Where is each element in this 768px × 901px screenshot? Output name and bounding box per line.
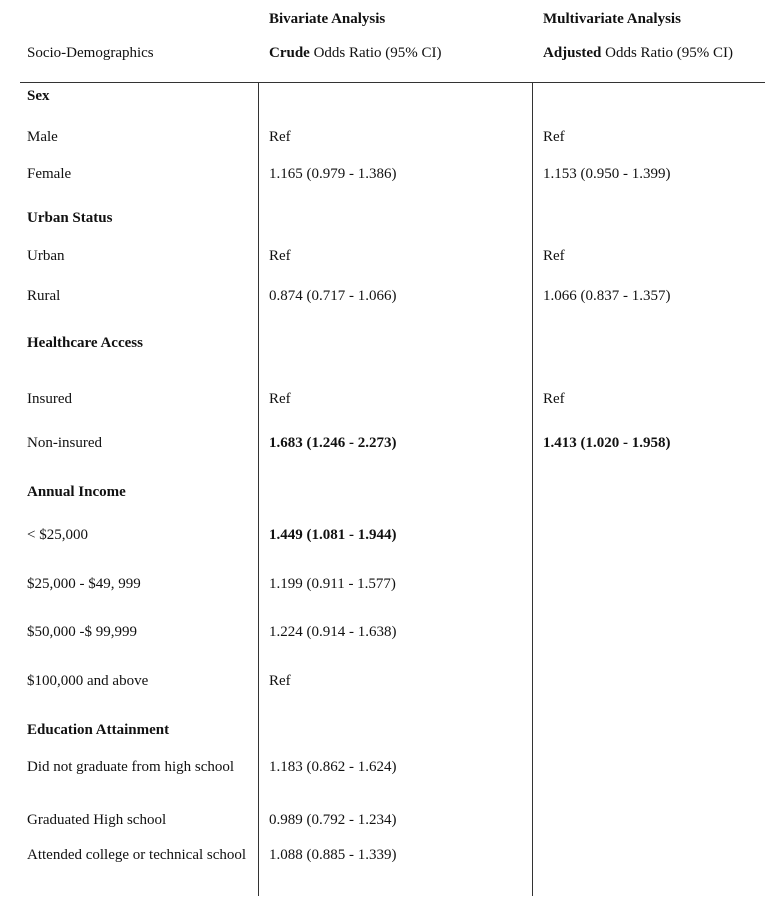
header-crude-odds-ratio [269, 44, 442, 63]
row-label: < $25,000 [27, 527, 88, 543]
row-multivariate-value: 1.153 (0.950 - 1.399) [543, 166, 671, 182]
row-label: Did not graduate from high school [27, 759, 235, 775]
header-adjusted-bold: Adjusted [543, 45, 602, 61]
column-divider-2 [532, 82, 533, 896]
row-bivariate-value: 1.224 (0.914 - 1.638) [269, 624, 397, 640]
row-multivariate-value: Ref [543, 129, 565, 145]
header-socio-demographics: Socio-Demographics [27, 45, 154, 61]
row-label: $50,000 -$ 99,999 [27, 624, 137, 640]
row-bivariate-value: Ref [269, 129, 291, 145]
row-multivariate-value: Ref [543, 391, 565, 407]
row-bivariate-value: 1.199 (0.911 - 1.577) [269, 576, 396, 592]
row-bivariate-value: Ref [269, 391, 291, 407]
row-label: $25,000 - $49, 999 [27, 576, 141, 592]
header-crude-bold: Crude [269, 45, 310, 61]
row-multivariate-value: 1.066 (0.837 - 1.357) [543, 288, 671, 304]
row-bivariate-value: 1.088 (0.885 - 1.339) [269, 847, 397, 863]
row-bivariate-value: 1.449 (1.081 - 1.944) [269, 527, 397, 543]
row-label: Insured [27, 391, 72, 407]
row-label: Healthcare Access [27, 335, 143, 351]
header-adjusted-odds-ratio [543, 44, 758, 63]
header-crude-rest: Odds Ratio (95% CI) [309, 45, 442, 61]
row-label: Male [27, 129, 58, 145]
row-bivariate-value: 0.874 (0.717 - 1.066) [269, 288, 397, 304]
header-rule [20, 82, 765, 83]
row-label: Education Attainment [27, 722, 170, 738]
column-divider-1 [258, 82, 259, 896]
header-multivariate: Multivariate Analysis [543, 11, 681, 27]
row-bivariate-value: 0.989 (0.792 - 1.234) [269, 812, 397, 828]
header-adjusted-rest: Odds Ratio (95% CI) [601, 45, 734, 61]
row-bivariate-value: 1.165 (0.979 - 1.386) [269, 166, 397, 182]
header-bivariate: Bivariate Analysis [269, 11, 386, 27]
row-bivariate-value: Ref [269, 673, 291, 689]
row-bivariate-value: 1.183 (0.862 - 1.624) [269, 759, 397, 775]
row-label: Sex [27, 88, 50, 104]
row-multivariate-value: Ref [543, 248, 565, 264]
row-label: Urban [27, 248, 65, 264]
row-bivariate-value: Ref [269, 248, 291, 264]
row-label: Attended college or technical school [27, 847, 247, 863]
row-multivariate-value: 1.413 (1.020 - 1.958) [543, 435, 671, 451]
row-label: Graduated High school [27, 812, 167, 828]
row-label: Urban Status [27, 210, 113, 226]
row-label: Rural [27, 288, 61, 304]
row-label: $100,000 and above [27, 673, 149, 689]
row-label: Non-insured [27, 435, 102, 451]
row-label: Annual Income [27, 484, 126, 500]
row-bivariate-value: 1.683 (1.246 - 2.273) [269, 435, 397, 451]
row-label: Female [27, 166, 72, 182]
